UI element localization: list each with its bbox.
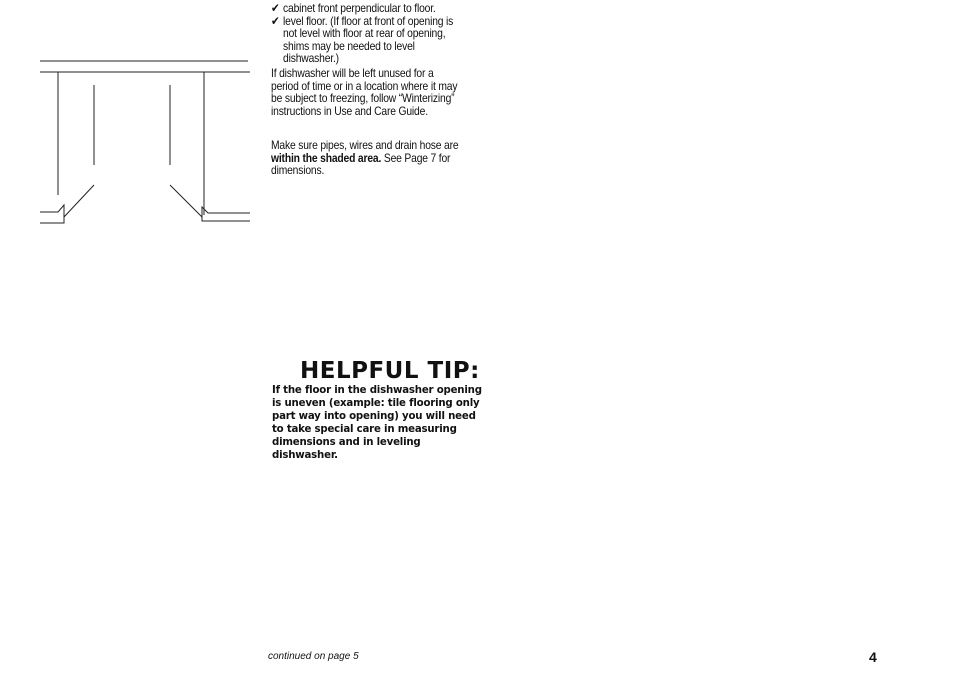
- pipes-text-emphasis: within the shaded area.: [271, 150, 382, 165]
- page-number: 4: [869, 649, 877, 665]
- left-floor-line: [40, 205, 64, 223]
- dishwasher-opening-illustration: [30, 55, 252, 225]
- pipes-paragraph: [271, 139, 462, 177]
- requirement-text: level floor. (If floor at front of opening is not level with floor at rear of opening, shims may be needed to level dishwasher.): [283, 13, 454, 66]
- left-floor-diagonal: [64, 185, 94, 217]
- continued-note: continued on page 5: [268, 651, 359, 662]
- check-mark-icon: ✔: [271, 1, 280, 15]
- list-item: [271, 15, 462, 65]
- winterizing-paragraph: If dishwasher will be left unused for a period of time or in a location where it may be subject to freezing, follow “Winterizing” instructions in Use and Care Guide.: [271, 66, 458, 118]
- right-floor-line: [202, 207, 250, 221]
- helpful-tip-title: HELPFUL TIP:: [300, 358, 480, 384]
- check-mark-icon: ✔: [271, 13, 280, 28]
- helpful-tip-text: If the floor in the dishwasher opening is uneven (example: tile flooring only part way into opening) you will need to take special care in measuring dimensions and in leveling dishwasher.: [272, 385, 482, 461]
- pipes-text-before: Make sure pipes, wires and drain hose are: [271, 138, 459, 152]
- requirement-text: cabinet front perpendicular to floor.: [283, 1, 436, 15]
- pipes-text-after: See Page 7 for dimensions.: [271, 150, 451, 178]
- right-floor-diagonal: [170, 185, 202, 217]
- requirements-list: [271, 2, 462, 65]
